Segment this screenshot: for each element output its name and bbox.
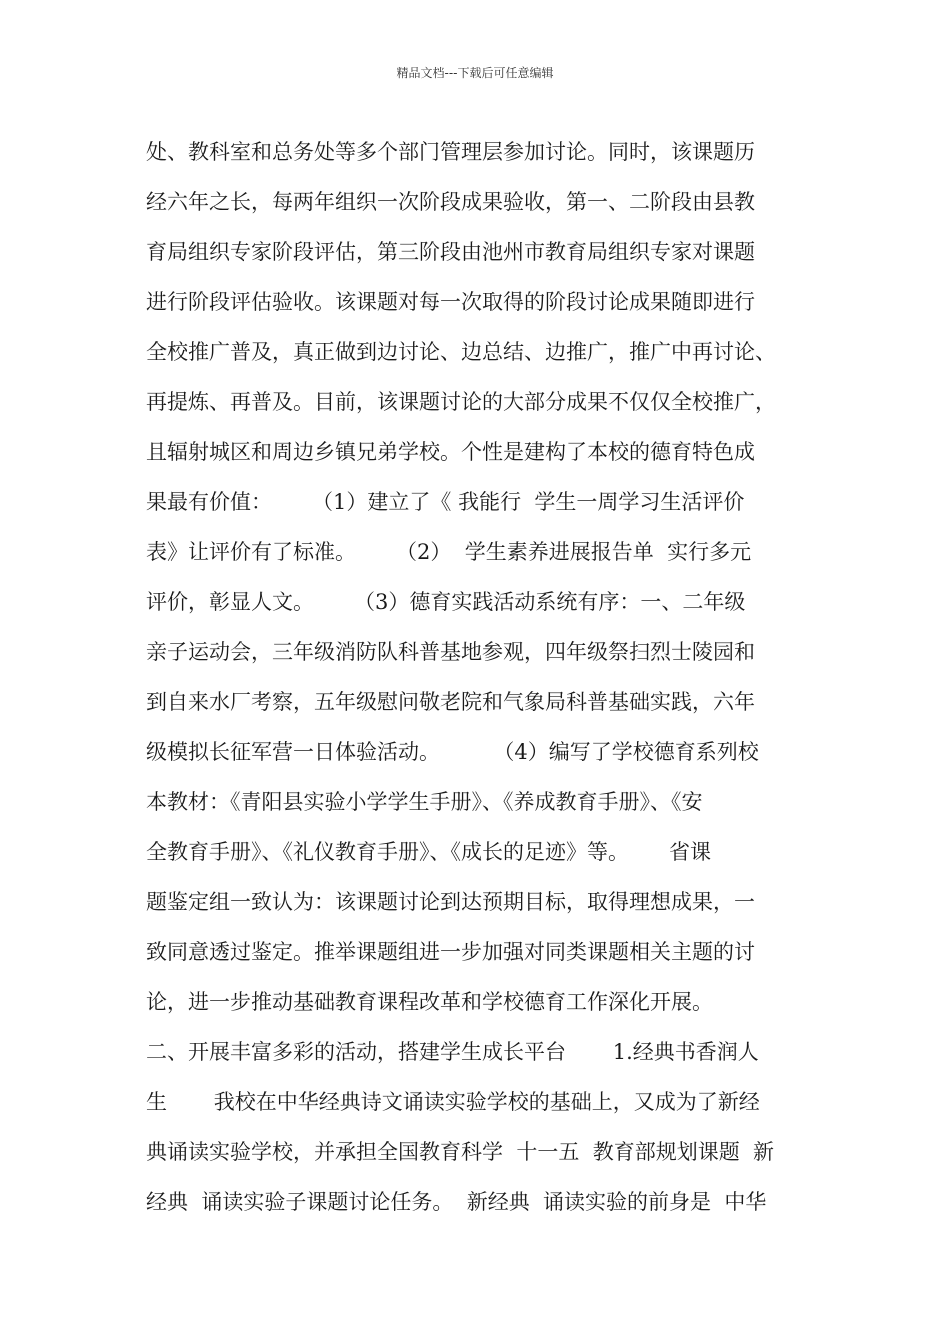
body-line: 本教材：《青阳县实验小学学生手册》、《养成教育手册》、《安 [146, 790, 703, 814]
body-line: 亲子运动会，三年级消防队科普基地参观，四年级祭扫烈士陵园和 [146, 640, 755, 664]
body-text [146, 127, 816, 1227]
body-line: 处、教科室和总务处等多个部门管理层参加讨论。同时，该课题历 [146, 140, 755, 164]
body-line: 经六年之长，每两年组织一次阶段成果验收，第一、二阶段由县教 [146, 190, 755, 214]
page-header: 精品文档---下载后可任意编辑 [396, 66, 554, 80]
body-line: 育局组织专家阶段评估，第三阶段由池州市教育局组织专家对课题 [146, 240, 755, 264]
body-line: 再提炼、再普及。目前，该课题讨论的大部分成果不仅仅全校推广， [146, 390, 776, 414]
body-line: 全校推广普及，真正做到边讨论、边总结、边推广，推广中再讨论、 [146, 340, 776, 364]
section-heading-line: 二、开展丰富多彩的活动，搭建学生成长平台 1.经典书香润人 [146, 1040, 759, 1064]
body-line: 论，进一步推动基础教育课程改革和学校德育工作深化开展。 [146, 990, 713, 1014]
body-line: 典诵读实验学校，并承担全国教育科学 十一五 教育部规划课题 新 [146, 1140, 775, 1164]
body-line: 评价，彰显人文。 （3）德育实践活动系统有序：一、二年级 [146, 590, 746, 614]
body-line: 进行阶段评估验收。该课题对每一次取得的阶段讨论成果随即进行 [146, 290, 755, 314]
body-line: 全教育手册》、《礼仪教育手册》、《成长的足迹》等。 省课 [146, 840, 712, 864]
body-line: 且辐射城区和周边乡镇兄弟学校。个性是建构了本校的德育特色成 [146, 440, 755, 464]
body-line: 生 我校在中华经典诗文诵读实验学校的基础上，又成为了新经 [146, 1090, 760, 1114]
body-line: 致同意透过鉴定。推举课题组进一步加强对同类课题相关主题的讨 [146, 940, 755, 964]
body-line: 级模拟长征军营一日体验活动。 （4）编写了学校德育系列校 [146, 740, 759, 764]
body-line: 题鉴定组一致认为：该课题讨论到达预期目标，取得理想成果，一 [146, 890, 755, 914]
body-line: 表》让评价有了标准。 （2） 学生素养进展报告单 实行多元 [146, 540, 752, 564]
body-line: 果最有价值： （1）建立了《 我能行 学生一周学习生活评价 [146, 490, 745, 514]
body-line: 到自来水厂考察，五年级慰问敬老院和气象局科普基础实践，六年 [146, 690, 755, 714]
body-line: 经典 诵读实验子课题讨论任务。 新经典 诵读实验的前身是 中华 [146, 1190, 767, 1214]
